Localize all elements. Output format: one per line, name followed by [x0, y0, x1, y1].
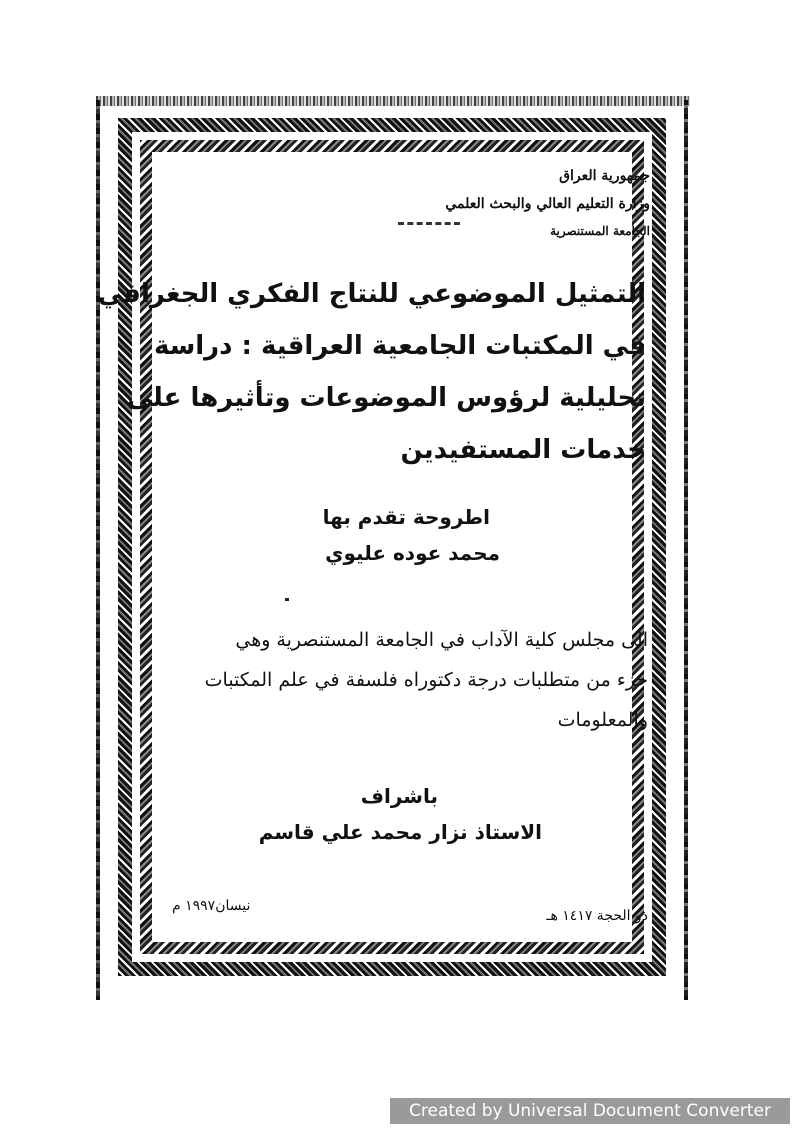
- submission-line: اطروحة تقدم بها: [322, 505, 490, 529]
- thesis-title: [97, 268, 646, 476]
- header-university: الجامعة المستنصرية: [550, 224, 650, 238]
- supervision-label: باشراف: [360, 784, 438, 808]
- scan-speck: [285, 598, 289, 601]
- title-line: التمثيل الموضوعي للنتاج الفكري الجغرافي: [97, 279, 646, 309]
- purpose-line: والمعلومات: [557, 709, 648, 731]
- header-dotted-line: [398, 222, 460, 225]
- header-country: جمهورية العراق: [559, 168, 650, 184]
- converter-watermark: Created by Universal Document Converter: [390, 1098, 790, 1124]
- scan-top-edge: [96, 96, 690, 106]
- author-name: محمد عوده عليوي: [325, 541, 500, 565]
- title-line: خدمات المستفيدين: [400, 435, 646, 465]
- supervisor-name: الاستاذ نزار محمد علي قاسم: [258, 820, 542, 844]
- header-ministry: وزارة التعليم العالي والبحث العلمي: [445, 196, 650, 212]
- scan-left-edge: [96, 100, 100, 1000]
- purpose-line: جزء من متطلبات درجة دكتوراه فلسفة في علم المكتبات: [204, 669, 648, 691]
- purpose-line: الى مجلس كلية الآداب في الجامعة المستنصرية وهي: [235, 629, 648, 651]
- title-line: في المكتبات الجامعية العراقية : دراسة: [153, 331, 646, 361]
- date-gregorian: نيسان١٩٩٧ م: [172, 898, 251, 914]
- scan-right-edge: [684, 100, 688, 1000]
- date-hijri: ذو الحجة ١٤١٧ هـ: [546, 908, 648, 924]
- purpose-paragraph: [166, 620, 648, 740]
- title-line: تحليلية لرؤوس الموضوعات وتأثيرها على: [126, 383, 646, 413]
